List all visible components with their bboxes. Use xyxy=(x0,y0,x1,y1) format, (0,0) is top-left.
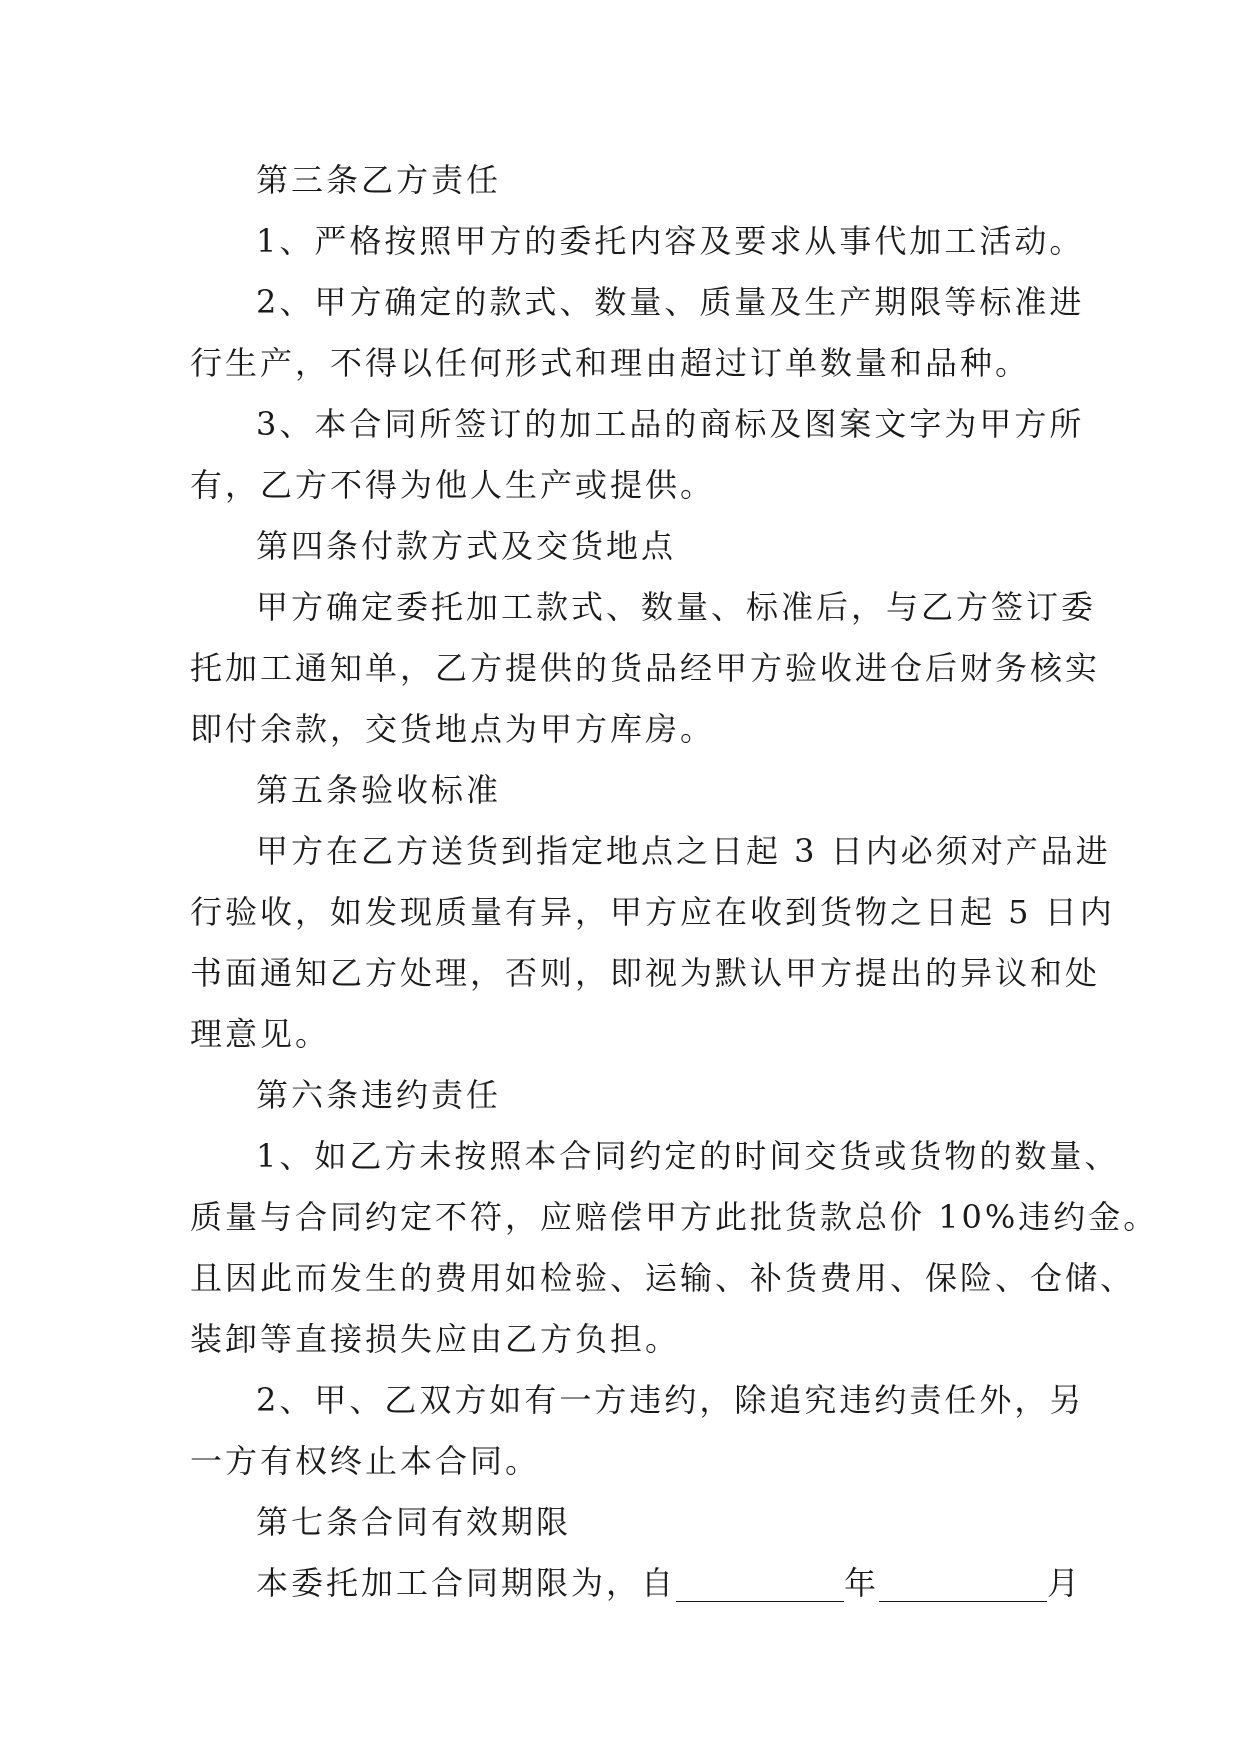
paragraph-line: 质量与合同约定不符，应赔偿甲方此批货款总价 10%违约金。 xyxy=(190,1198,1159,1236)
heading-article-5: 第五条验收标准 xyxy=(256,771,502,809)
paragraph-line: 3、本合同所签订的加工品的商标及图案文字为甲方所 xyxy=(256,405,1085,443)
paragraph-line: 行生产，不得以任何形式和理由超过订单数量和品种。 xyxy=(190,344,1031,382)
contract-period-prefix: 本委托加工合同期限为，自 xyxy=(256,1564,677,1602)
paragraph-line: 2、甲、乙双方如有一方违约，除追究违约责任外，另 xyxy=(256,1381,1085,1419)
contract-period-line xyxy=(190,1553,1083,1614)
heading-article-7: 第七条合同有效期限 xyxy=(256,1503,572,1541)
paragraph-line: 托加工通知单，乙方提供的货品经甲方验收进仓后财务核实 xyxy=(190,649,1101,687)
paragraph-line: 1、严格按照甲方的委托内容及要求从事代加工活动。 xyxy=(256,222,1085,260)
year-blank-field[interactable] xyxy=(676,1561,844,1602)
heading-article-6: 第六条违约责任 xyxy=(256,1076,502,1114)
paragraph-line: 装卸等直接损失应由乙方负担。 xyxy=(190,1320,681,1358)
month-label: 月 xyxy=(1047,1564,1083,1602)
paragraph-line: 有，乙方不得为他人生产或提供。 xyxy=(190,466,716,504)
paragraph-line: 甲方在乙方送货到指定地点之日起 3 日内必须对产品进 xyxy=(256,832,1111,870)
year-label: 年 xyxy=(844,1564,880,1602)
heading-article-3: 第三条乙方责任 xyxy=(256,161,502,199)
paragraph-line: 书面通知乙方处理，否则，即视为默认甲方提出的异议和处 xyxy=(190,954,1101,992)
paragraph-line: 2、甲方确定的款式、数量、质量及生产期限等标准进 xyxy=(256,283,1085,321)
paragraph-line: 行验收，如发现质量有异，甲方应在收到货物之日起 5 日内 xyxy=(190,893,1115,931)
paragraph-line: 甲方确定委托加工款式、数量、标准后，与乙方签订委 xyxy=(256,588,1097,626)
paragraph-line: 且因此而发生的费用如检验、运输、补货费用、保险、仓储、 xyxy=(190,1259,1136,1297)
paragraph-line: 一方有权终止本合同。 xyxy=(190,1442,541,1480)
month-blank-field[interactable] xyxy=(879,1561,1047,1602)
document-body xyxy=(190,150,1159,1614)
paragraph-line: 1、如乙方未按照本合同约定的时间交货或货物的数量、 xyxy=(256,1137,1120,1175)
paragraph-line: 即付余款，交货地点为甲方库房。 xyxy=(190,710,716,748)
paragraph-line: 理意见。 xyxy=(190,1015,331,1053)
heading-article-4: 第四条付款方式及交货地点 xyxy=(256,527,677,565)
